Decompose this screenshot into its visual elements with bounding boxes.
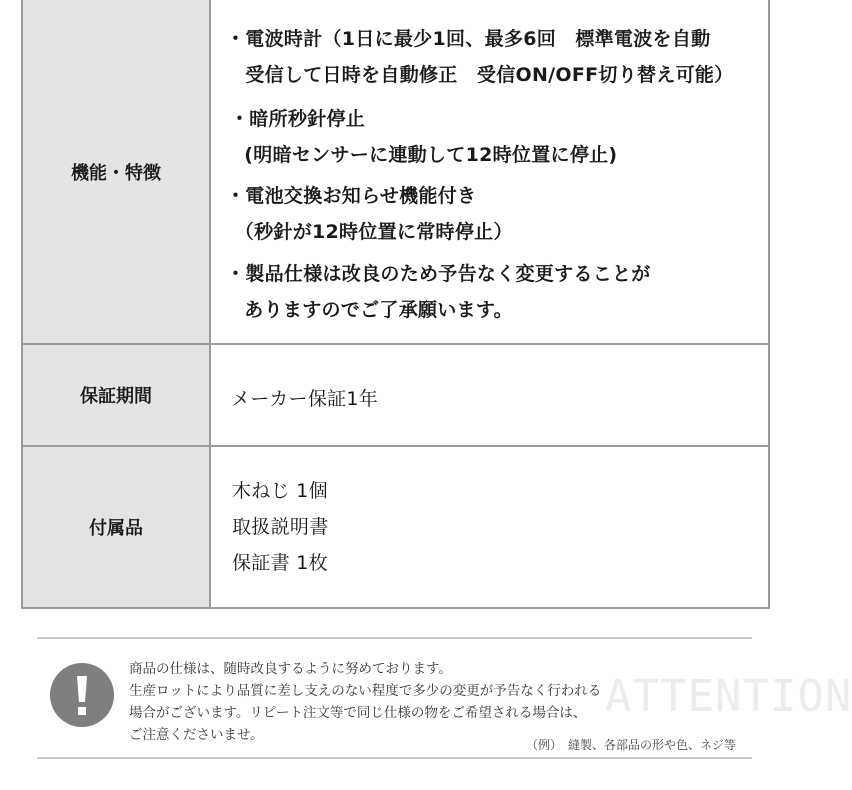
notice-bottom-rule <box>37 757 752 759</box>
accessories-label: 付属品 <box>23 447 211 607</box>
features-line: ・電池交換お知らせ機能付き <box>226 185 477 207</box>
notice-background-text: ATTENTION <box>605 671 852 722</box>
features-label: 機能・特徴 <box>23 0 211 343</box>
spec-row-features <box>23 0 768 343</box>
features-value <box>211 0 768 343</box>
features-line: ありますのでご了承願います。 <box>225 299 513 321</box>
accessories-value <box>211 447 768 607</box>
notice-line: ご注意くださいませ。 <box>129 727 264 743</box>
attention-notice <box>37 637 852 758</box>
warranty-label: 保証期間 <box>23 345 211 445</box>
exclamation-circle-icon <box>50 663 114 727</box>
features-line: 受信して日時を自動修正 受信ON/OFF切り替え可能） <box>226 64 734 86</box>
accessory-item: 保証書 1枚 <box>232 552 328 574</box>
warranty-value <box>211 345 768 445</box>
notice-example: （例） 縫製、各部品の形や色、ネジ等 <box>526 738 737 752</box>
notice-line: 場合がございます。リピート注文等で同じ仕様の物をご希望される場合は、 <box>129 705 587 721</box>
notice-line: 商品の仕様は、随時改良するように努めております。 <box>129 661 452 677</box>
notice-line: 生産ロットにより品質に差し支えのない程度で多少の変更が予告なく行われる <box>129 683 602 699</box>
spec-table <box>21 0 770 609</box>
warranty-text: メーカー保証1年 <box>231 388 379 410</box>
accessory-item: 取扱説明書 <box>232 516 329 538</box>
features-line: ・電波時計（1日に最少1回、最多6回 標準電波を自動 <box>226 28 711 50</box>
notice-top-rule <box>37 637 752 639</box>
features-line: （秒針が12時位置に常時停止） <box>225 221 513 243</box>
features-line: ・製品仕様は改良のため予告なく変更することが <box>226 263 651 285</box>
features-line: ・暗所秒針停止 <box>230 108 366 130</box>
spec-row-warranty <box>23 343 768 445</box>
accessory-item: 木ねじ 1個 <box>232 480 328 502</box>
spec-row-accessories <box>23 445 768 607</box>
features-line: (明暗センサーに連動して12時位置に停止) <box>225 144 618 166</box>
